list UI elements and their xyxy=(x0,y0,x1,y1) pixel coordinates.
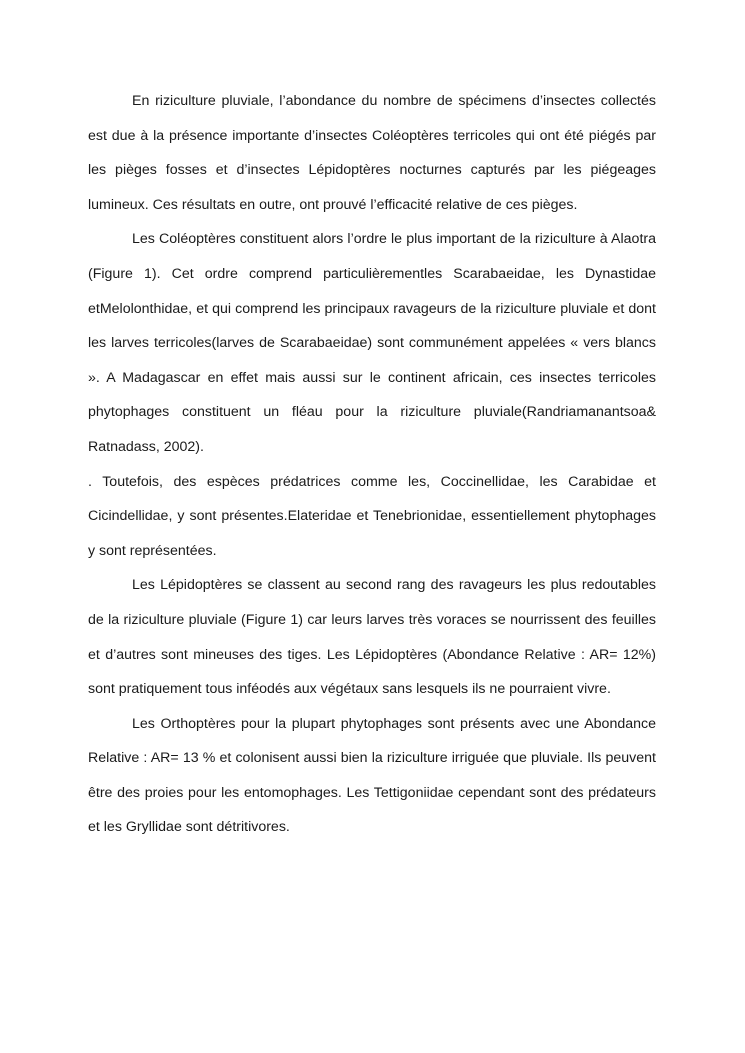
paragraph-lepidoptera: Les Lépidoptères se classent au second rang des ravageurs les plus redoutables de la riziculture pluviale (Figure 1) car leurs larves très voraces se nourrissent des feuilles et d’autres sont mineuses des tiges. Les Lépidoptères (Abondance Relative : AR= 12%) sont pratiquement tous inféodés aux végétaux sans lesquels ils ne pourraient vivre. xyxy=(88,577,656,698)
paragraph-coleoptera: Les Coléoptères constituent alors l’ordre le plus important de la riziculture à Alaotra (Figure 1). Cet ordre comprend particulièrementles Scarabaeidae, les Dynastidae etMelolonthidae, et qui comprend les principaux ravageurs de la riziculture pluviale et dont les larves terricoles(larves de Scarabaeidae) sont communément appelées « vers blancs ». A Madagascar en effet mais aussi sur le continent africain, ces insectes terricoles phytophages constituent un fléau pour la riziculture pluviale(Randriamanantsoa& Ratnadass, 2002). xyxy=(88,231,656,455)
body-text xyxy=(88,84,656,845)
paragraph-predators: . Toutefois, des espèces prédatrices comme les, Coccinellidae, les Carabidae et Cicindellidae, y sont présentes.Elateridae et Tenebrionidae, essentiellement phytophages y sont représentées. xyxy=(88,473,656,559)
paragraph-rainfed-abundance: En riziculture pluviale, l’abondance du nombre de spécimens d’insectes collectés est due à la présence importante d’insectes Coléoptères terricoles qui ont été piégés par les pièges fosses et d’insectes Lépidoptères nocturnes capturés par les piégeages lumineux. Ces résultats en outre, ont prouvé l’efficacité relative de ces pièges. xyxy=(88,93,656,213)
paragraph-orthoptera: Les Orthoptères pour la plupart phytophages sont présents avec une Abondance Relative : AR= 13 % et colonisent aussi bien la riziculture irriguée que pluviale. Ils peuvent être des proies pour les entomophages. Les Tettigoniidae cependant sont des prédateurs et les Gryllidae sont détritivores. xyxy=(88,715,656,836)
